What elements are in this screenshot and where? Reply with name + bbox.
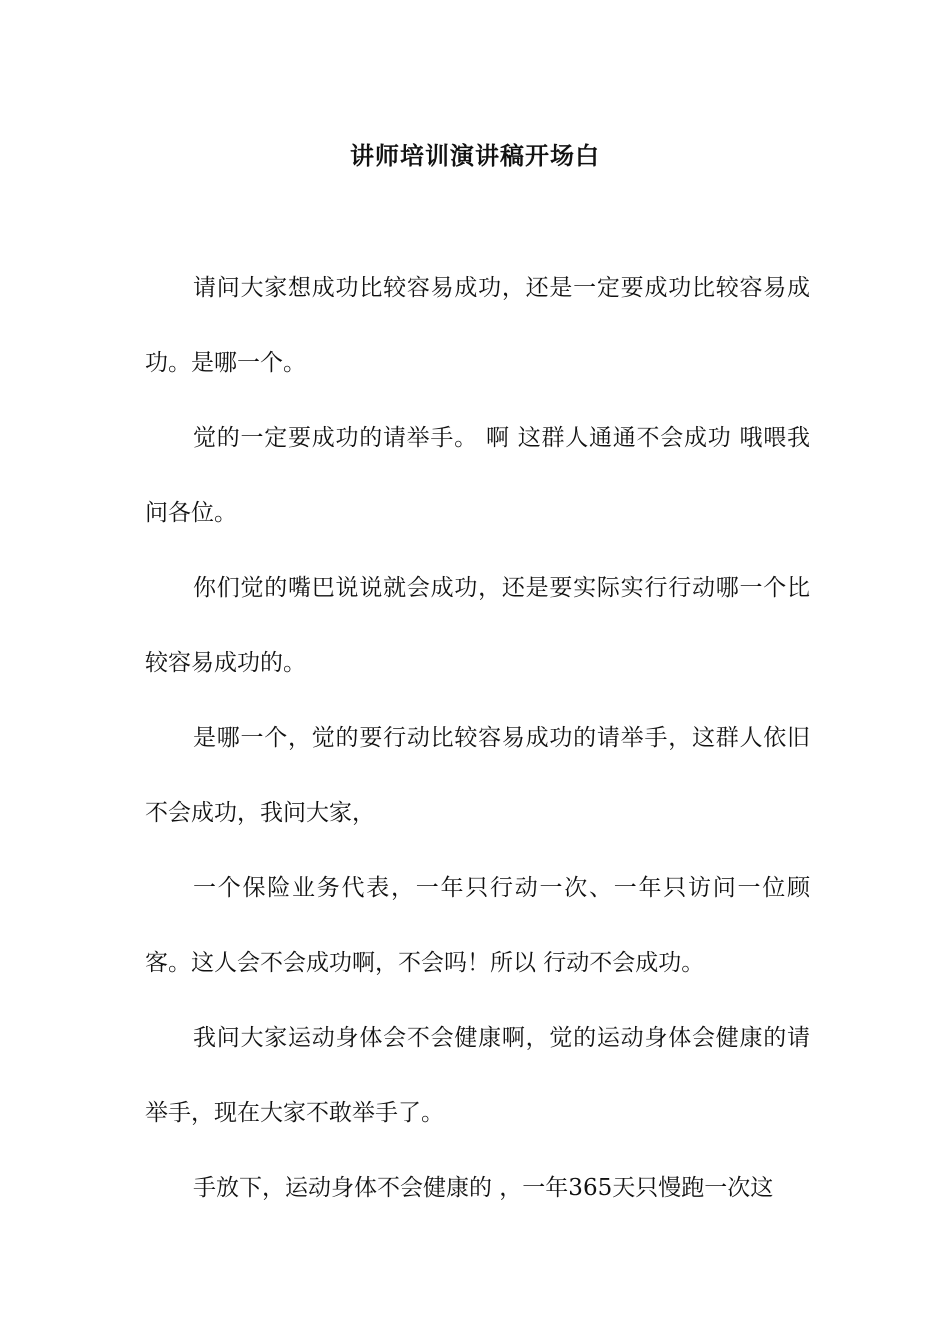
paragraph: 手放下，运动身体不会健康的 ，一年365天只慢跑一次这 [193, 1175, 774, 1201]
paragraph: 是哪一个，觉的要行动比较容易成功的请举手，这群人依旧不会成功，我问大家， [145, 725, 810, 826]
paragraph: 一个保险业务代表，一年只行动一次、一年只访问一位顾客。这人会不会成功啊，不会吗！所以 行动不会成功。 [145, 875, 810, 976]
paragraph: 请问大家想成功比较容易成功，还是一定要成功比较容易成功。是哪一个。 [145, 275, 810, 376]
paragraph: 觉的一定要成功的请举手。 啊 这群人通通不会成功 哦喂我问各位。 [145, 425, 810, 526]
paragraph: 我问大家运动身体会不会健康啊，觉的运动身体会健康的请举手，现在大家不敢举手了。 [145, 1025, 810, 1126]
paragraph: 你们觉的嘴巴说说就会成功，还是要实际实行行动哪一个比较容易成功的。 [145, 575, 810, 676]
document-title: 讲师培训演讲稿开场白 [350, 142, 600, 170]
document-body [145, 251, 810, 1226]
